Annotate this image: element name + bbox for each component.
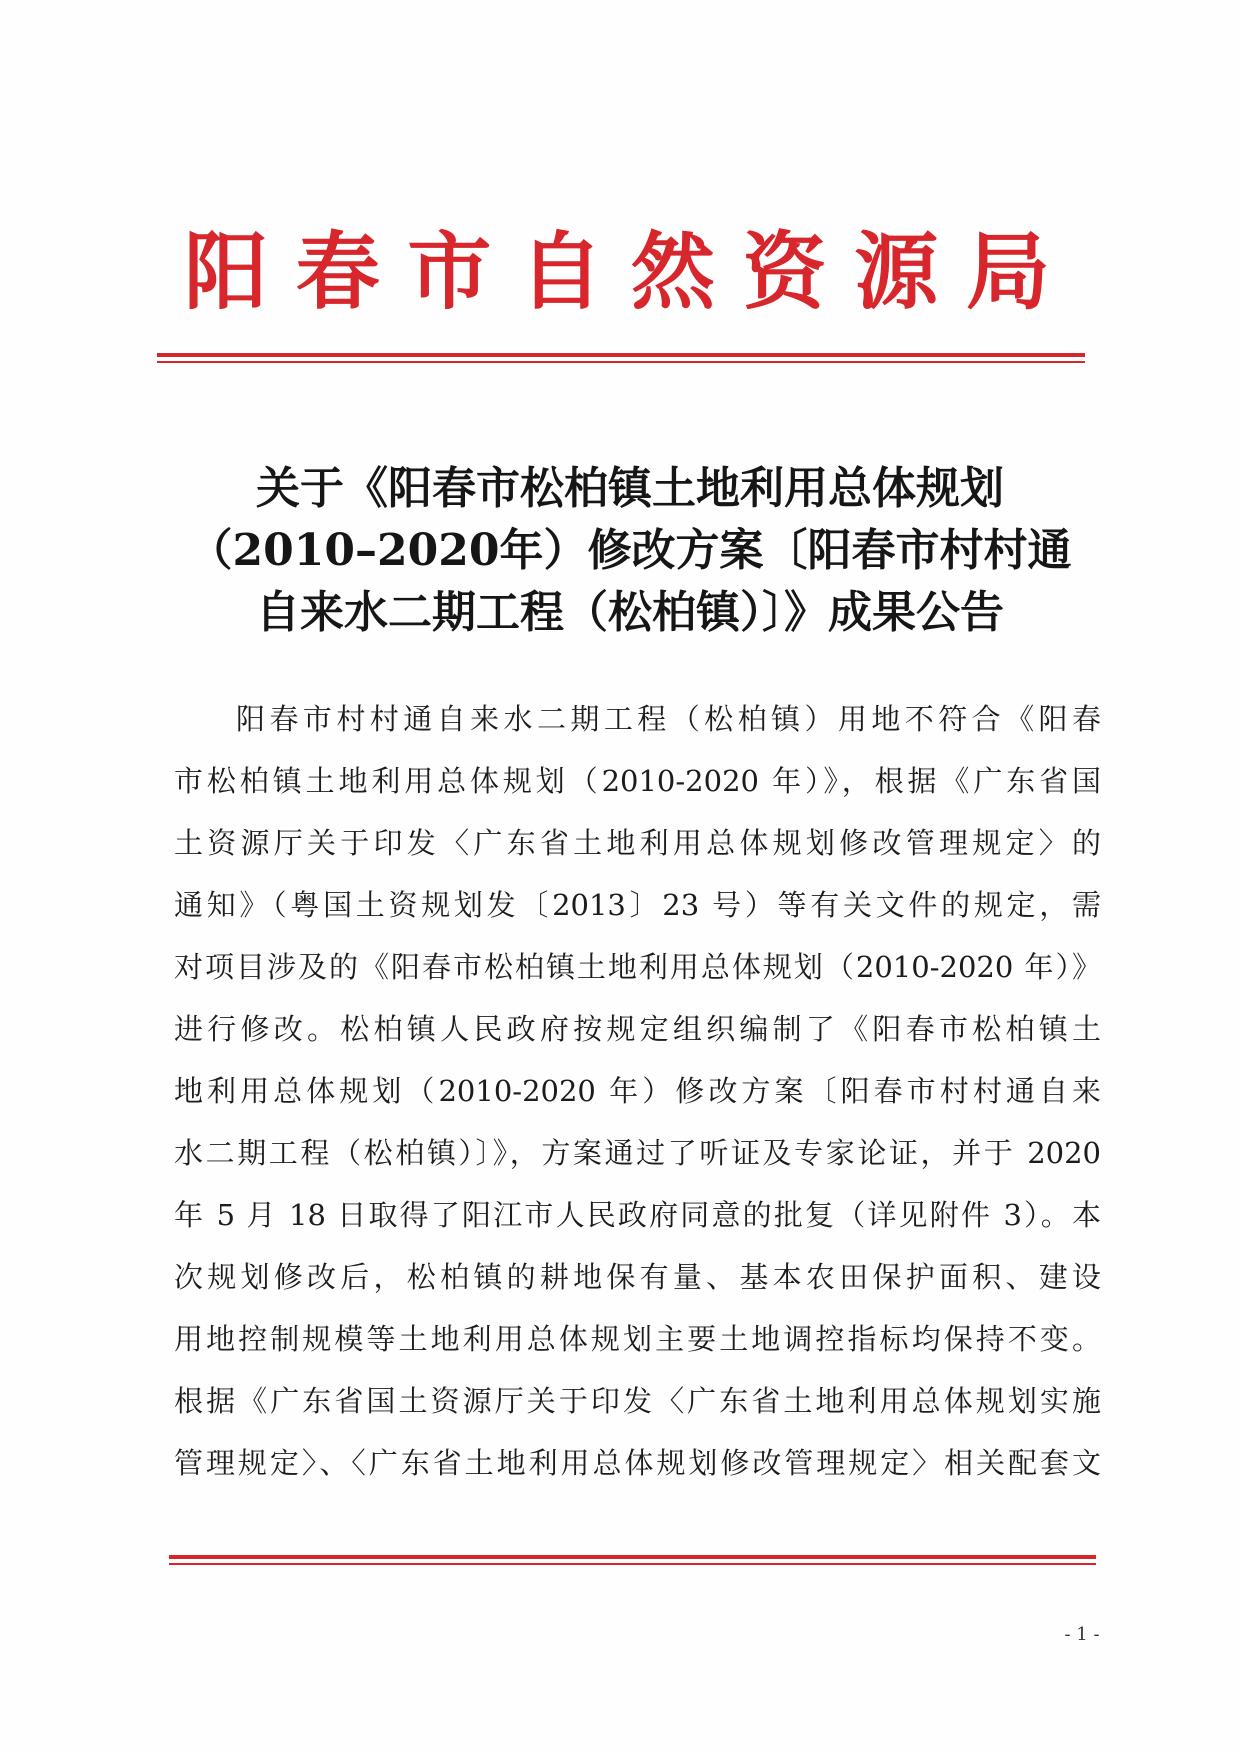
title-line: 关于《阳春市松柏镇土地利用总体规划 xyxy=(256,463,1004,514)
document-body xyxy=(174,688,1101,1494)
body-line: 用地控制规模等土地利用总体规划主要土地调控指标均保持不变。 xyxy=(174,1322,1101,1356)
body-line: 地利用总体规划（2010-2020 年）修改方案〔阳春市村村通自来 xyxy=(174,1074,1101,1108)
body-line: 土资源厅关于印发〈广东省土地利用总体规划修改管理规定〉的 xyxy=(174,826,1101,860)
body-line: 进行修改。松柏镇人民政府按规定组织编制了《阳春市松柏镇土 xyxy=(174,1012,1101,1046)
body-line: 年 5 月 18 日取得了阳江市人民政府同意的批复（详见附件 3）。本 xyxy=(174,1198,1101,1232)
header-red-rule-thick xyxy=(157,353,1085,357)
body-line: 根据《广东省国土资源厅关于印发〈广东省土地利用总体规划实施 xyxy=(174,1384,1101,1418)
body-line: 水二期工程（松柏镇）〕》，方案通过了听证及专家论证，并于 2020 xyxy=(174,1136,1101,1170)
footer-red-rule-thick xyxy=(169,1555,1096,1559)
header-red-rule-thin xyxy=(157,361,1085,363)
body-line: 管理规定〉、〈广东省土地利用总体规划修改管理规定〉相关配套文 xyxy=(174,1446,1101,1480)
page-number: - 1 - xyxy=(1064,1624,1100,1645)
body-line: 市松柏镇土地利用总体规划（2010-2020 年）》，根据《广东省国 xyxy=(174,764,1101,798)
footer-red-rule-thin xyxy=(169,1563,1096,1565)
body-line: 次规划修改后，松柏镇的耕地保有量、基本农田保护面积、建设 xyxy=(174,1260,1101,1294)
title-line: （2010–2020年）修改方案〔阳春市村村通 xyxy=(188,525,1072,576)
body-line: 阳春市村村通自来水二期工程（松柏镇）用地不符合《阳春 xyxy=(236,702,1101,736)
body-line: 对项目涉及的《阳春市松柏镇土地利用总体规划（2010-2020 年）》 xyxy=(174,950,1101,984)
body-line: 通知》（粤国土资规划发〔2013〕23 号）等有关文件的规定，需 xyxy=(174,888,1101,922)
issuing-authority-header: 阳春市自然资源局 xyxy=(184,222,1050,321)
title-line: 自来水二期工程（松柏镇）〕》成果公告 xyxy=(256,587,1004,638)
document-title xyxy=(180,458,1080,644)
